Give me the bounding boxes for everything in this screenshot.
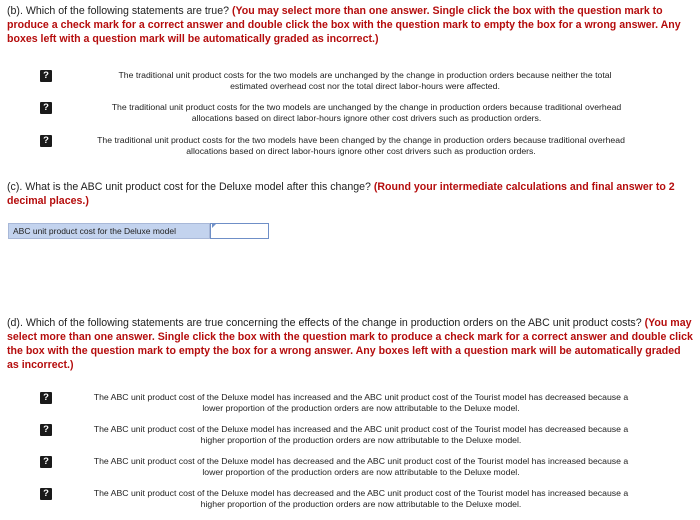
option-text-line: The ABC unit product cost of the Deluxe model has increased and the ABC unit product cost of the Tourist model has decreased because a: [93, 392, 629, 402]
question-c-instruction: (Round your intermediate calculations and final answer to 2 decimal places.): [7, 181, 675, 207]
option-d-4-text: [57, 488, 665, 510]
question-b: [7, 4, 693, 46]
question-mark-box[interactable]: ?: [40, 102, 52, 114]
question-d-text: (d). Which of the following statements are true concerning the effects of the change in production orders on the ABC unit product costs?: [7, 317, 642, 329]
abc-unit-cost-label: ABC unit product cost for the Deluxe model: [8, 223, 210, 239]
option-d-1: [40, 392, 665, 416]
option-b-1-text: [70, 70, 660, 92]
question-mark-box[interactable]: ?: [40, 135, 52, 147]
option-b-1: [40, 70, 665, 94]
option-text-line: higher proportion of the production orders are now attributable to the Deluxe model.: [200, 499, 522, 509]
option-b-2-text: [68, 102, 665, 124]
option-d-3: [40, 456, 665, 480]
option-d-2: [40, 424, 665, 448]
option-text-line: lower proportion of the production orders are now attributable to the Deluxe model.: [202, 467, 520, 477]
option-text-line: The ABC unit product cost of the Deluxe model has decreased and the ABC unit product cost of the Tourist model has increased because a: [93, 488, 629, 498]
question-mark-box[interactable]: ?: [40, 456, 52, 468]
question-mark-box[interactable]: ?: [40, 392, 52, 404]
option-text-line: The traditional unit product costs for the two models are unchanged by the change in production orders because neither the total: [118, 70, 612, 80]
question-mark-box[interactable]: ?: [40, 70, 52, 82]
option-d-2-text: [57, 424, 665, 446]
option-text-line: higher proportion of the production orders are now attributable to the Deluxe model.: [200, 435, 522, 445]
option-d-4: [40, 488, 665, 512]
option-b-3: [40, 135, 665, 159]
option-d-1-text: [57, 392, 665, 414]
option-text-line: allocations based on direct labor-hours ignore other cost drivers such as production orders.: [191, 113, 542, 123]
question-d: [7, 316, 693, 372]
option-text-line: The traditional unit product costs for the two models have been changed by the change in production orders because traditional overhead: [97, 135, 625, 145]
option-b-3-text: [57, 135, 665, 157]
input-flag-icon: [212, 224, 216, 228]
option-text-line: The ABC unit product cost of the Deluxe model has decreased and the ABC unit product cost of the Tourist model has increased because a: [93, 456, 629, 466]
question-d-instruction: (You may select more than one answer. Single click the box with the question mark to produce a check mark for a correct answer and double click the box with the question mark to empty the box for a wrong answer. Any boxes left with a question mark will be automatically graded as incorrect.): [7, 317, 693, 371]
question-mark-box[interactable]: ?: [40, 424, 52, 436]
question-b-instruction: (You may select more than one answer. Single click the box with the question mark to produce a check mark for a correct answer and double click the box with the question mark to empty the box for a wrong answer. Any boxes left with a question mark will be automatically graded as incorrect.): [7, 5, 681, 45]
option-text-line: The ABC unit product cost of the Deluxe model has increased and the ABC unit product cost of the Tourist model has decreased because a: [93, 424, 629, 434]
option-text-line: lower proportion of the production orders are now attributable to the Deluxe model.: [202, 403, 520, 413]
option-text-line: allocations based on direct labor-hours ignore other cost drivers such as production orders.: [186, 146, 536, 156]
option-text-line: estimated overhead cost nor the total direct labor-hours were affected.: [230, 81, 500, 91]
option-b-2: [40, 102, 665, 126]
question-mark-box[interactable]: ?: [40, 488, 52, 500]
question-c-text: (c). What is the ABC unit product cost for the Deluxe model after this change?: [7, 181, 371, 193]
option-d-3-text: [57, 456, 665, 478]
question-b-text: (b). Which of the following statements are true?: [7, 5, 229, 17]
question-c: [7, 180, 693, 208]
option-text-line: The traditional unit product costs for the two models are unchanged by the change in production orders because traditional overhead: [111, 102, 622, 112]
abc-unit-cost-input[interactable]: [210, 223, 269, 239]
